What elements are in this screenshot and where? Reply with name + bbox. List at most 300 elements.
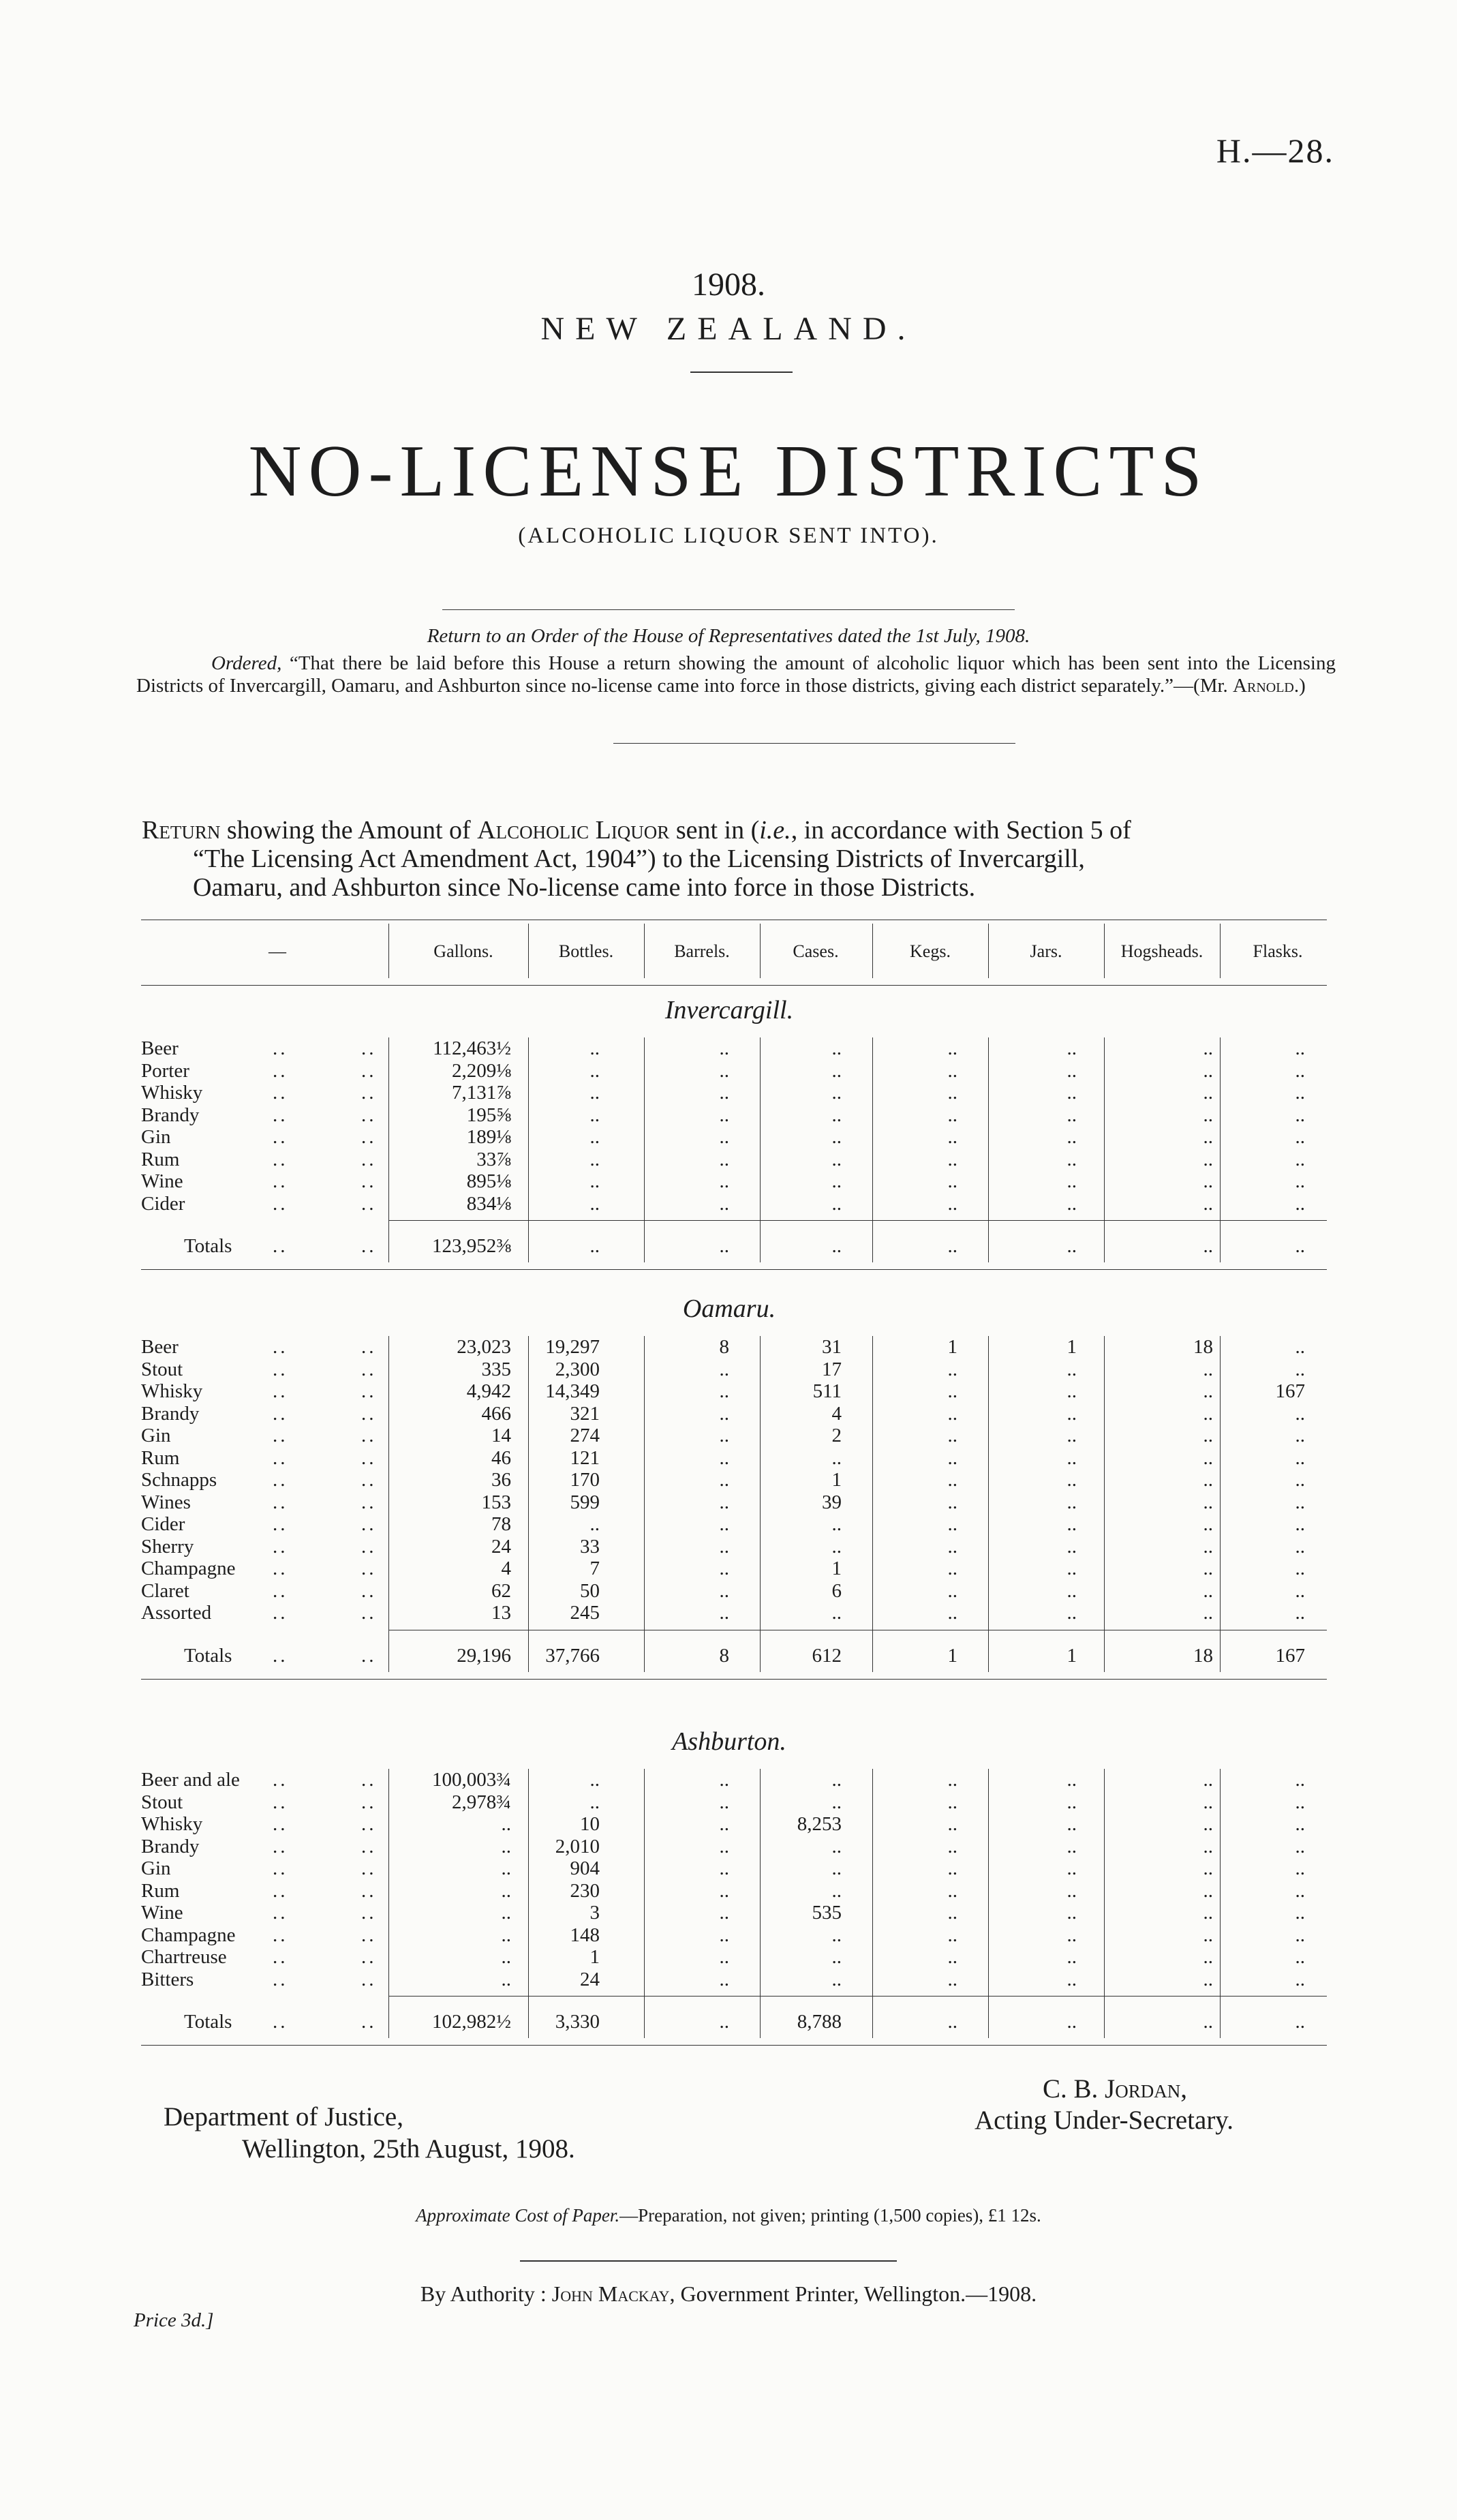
table-cell: ..: [1203, 1835, 1213, 1857]
column-header-stub: —: [269, 941, 286, 961]
table-cell: ..: [719, 1879, 729, 1902]
table-cell: ..: [719, 1380, 729, 1402]
total-cell: 167: [1275, 1644, 1305, 1667]
department: Department of Justice,: [164, 2102, 403, 2131]
table-cell: 50: [580, 1579, 600, 1602]
total-cell: ..: [719, 1235, 729, 1257]
total-cell: 8: [719, 1644, 729, 1667]
table-cell: ..: [1295, 1126, 1305, 1148]
leader-dots: ..: [361, 1446, 377, 1469]
table-cell: 321: [570, 1402, 600, 1425]
totals-label: Totals: [184, 1644, 232, 1667]
district-heading: Ashburton.: [672, 1727, 786, 1756]
column-rule: [388, 1336, 389, 1672]
table-cell: ..: [1295, 1946, 1305, 1968]
table-cell: 335: [481, 1358, 511, 1380]
table-cell: ..: [1203, 1513, 1213, 1535]
table-cell: ..: [1295, 1059, 1305, 1082]
country-heading: NEW ZEALAND.: [540, 311, 917, 347]
totals-label: Totals: [184, 1235, 232, 1257]
table-cell: 511: [812, 1380, 842, 1402]
table-cell: ..: [1203, 1924, 1213, 1946]
table-cell: ..: [589, 1148, 600, 1170]
leader-dots: ..: [361, 1769, 377, 1791]
table-cell: ..: [1067, 1491, 1077, 1513]
leader-dots: ..: [361, 1924, 377, 1946]
table-cell: ..: [1295, 1358, 1305, 1380]
table-cell: ..: [589, 1037, 600, 1059]
table-cell: ..: [1067, 1402, 1077, 1425]
table-cell: ..: [1203, 1469, 1213, 1491]
leader-dots: ..: [273, 1769, 288, 1791]
table-cell: ..: [1295, 1192, 1305, 1215]
item-label: Brandy: [141, 1835, 200, 1857]
leader-dots: ..: [273, 1425, 288, 1446]
total-cell: ..: [1295, 1235, 1305, 1257]
table-cell: ..: [947, 1791, 957, 1813]
column-header: Bottles.: [558, 941, 614, 961]
table-cell: 1: [1067, 1336, 1077, 1358]
leader-dots: ..: [273, 1879, 288, 1902]
total-cell: ..: [1295, 2011, 1305, 2033]
table-cell: ..: [1295, 1469, 1305, 1491]
column-header: Cases.: [793, 941, 839, 961]
leader-dots: ..: [361, 2011, 377, 2033]
table-cell: 1: [947, 1336, 957, 1358]
table-cell: ..: [1203, 1446, 1213, 1469]
return-word: Return: [142, 816, 221, 845]
table-cell: ..: [1067, 1946, 1077, 1968]
leader-dots: ..: [273, 1535, 288, 1558]
table-cell: ..: [501, 1902, 511, 1924]
column-rule: [1220, 1769, 1221, 2038]
table-cell: ..: [831, 1104, 842, 1126]
column-rule: [988, 924, 989, 978]
table-cell: ..: [589, 1126, 600, 1148]
leader-dots: ..: [273, 1579, 288, 1602]
table-cell: ..: [1067, 1192, 1077, 1215]
leader-dots: ..: [273, 1491, 288, 1513]
table-cell: ..: [501, 1835, 511, 1857]
leader-dots: ..: [361, 1558, 377, 1579]
totals-label: Totals: [184, 2011, 232, 2033]
table-cell: ..: [1295, 1491, 1305, 1513]
table-cell: ..: [1067, 1791, 1077, 1813]
table-cell: 31: [822, 1336, 842, 1358]
table-cell: ..: [1067, 1835, 1077, 1857]
leader-dots: ..: [273, 1968, 288, 1990]
table-cell: 4,942: [466, 1380, 511, 1402]
item-label: Champagne: [141, 1558, 236, 1579]
item-label: Rum: [141, 1148, 180, 1170]
table-cell: ..: [1203, 1402, 1213, 1425]
leader-dots: ..: [361, 1126, 377, 1148]
item-label: Claret: [141, 1579, 189, 1602]
district-end-rule: [141, 1679, 1327, 1680]
table-cell: ..: [947, 1126, 957, 1148]
district-end-rule: [141, 2045, 1327, 2046]
leader-dots: ..: [361, 1791, 377, 1813]
table-cell: 1: [589, 1946, 600, 1968]
total-cell: ..: [947, 2011, 957, 2033]
column-rule: [1220, 924, 1221, 978]
column-rule: [644, 924, 645, 978]
table-cell: ..: [1295, 1813, 1305, 1835]
table-cell: ..: [1295, 1879, 1305, 1902]
table-cell: ..: [831, 1148, 842, 1170]
table-cell: 1: [831, 1469, 842, 1491]
column-rule: [644, 1037, 645, 1262]
table-cell: ..: [831, 1535, 842, 1558]
table-cell: ..: [1203, 1769, 1213, 1791]
table-cell: 2,010: [555, 1835, 600, 1857]
table-cell: ..: [719, 1192, 729, 1215]
leader-dots: ..: [361, 1235, 377, 1257]
table-cell: 466: [481, 1402, 511, 1425]
leader-dots: ..: [361, 1082, 377, 1104]
table-cell: ..: [947, 1380, 957, 1402]
column-header: Kegs.: [910, 941, 951, 961]
table-cell: ..: [719, 1558, 729, 1579]
table-cell: ..: [1295, 1104, 1305, 1126]
printer-line: [0, 2281, 1457, 2307]
table-cell: ..: [1203, 1946, 1213, 1968]
item-label: Wine: [141, 1170, 183, 1192]
table-cell: ..: [589, 1513, 600, 1535]
column-rule: [988, 1336, 989, 1672]
table-cell: ..: [1295, 1902, 1305, 1924]
item-label: Rum: [141, 1879, 180, 1902]
leader-dots: ..: [361, 1644, 377, 1667]
year: 1908.: [692, 267, 765, 303]
table-cell: 8: [719, 1336, 729, 1358]
column-rule: [1220, 1336, 1221, 1672]
table-cell: 274: [570, 1425, 600, 1446]
district-end-rule: [141, 1269, 1327, 1270]
column-rule: [644, 1769, 645, 2038]
table-cell: ..: [831, 1835, 842, 1857]
table-cell: ..: [1295, 1082, 1305, 1104]
table-cell: ..: [501, 1879, 511, 1902]
table-cell: ..: [1203, 1192, 1213, 1215]
table-cell: ..: [1295, 1037, 1305, 1059]
table-cell: ..: [831, 1513, 842, 1535]
column-rule: [1220, 1037, 1221, 1262]
table-cell: ..: [1067, 1059, 1077, 1082]
table-cell: ..: [719, 1791, 729, 1813]
table-cell: ..: [501, 1924, 511, 1946]
column-rule: [528, 1336, 529, 1672]
table-cell: ..: [1067, 1148, 1077, 1170]
column-rule: [760, 1336, 761, 1672]
table-cell: ..: [1067, 1769, 1077, 1791]
leader-dots: ..: [273, 1148, 288, 1170]
table-cell: 167: [1275, 1380, 1305, 1402]
column-rule: [1104, 1769, 1105, 2038]
table-cell: ..: [719, 1579, 729, 1602]
table-cell: 100,003¾: [432, 1769, 511, 1791]
totals-rule: [388, 1996, 1327, 1997]
divider: [613, 743, 1015, 744]
table-cell: ..: [1203, 1491, 1213, 1513]
table-cell: ..: [947, 1857, 957, 1879]
leader-dots: ..: [361, 1857, 377, 1879]
return-description: [142, 816, 1341, 902]
signatory-title: Acting Under-Secretary.: [975, 2106, 1234, 2135]
table-cell: 1: [831, 1558, 842, 1579]
table-cell: ..: [719, 1491, 729, 1513]
table-cell: ..: [1295, 1148, 1305, 1170]
leader-dots: ..: [361, 1148, 377, 1170]
table-cell: ..: [1067, 1813, 1077, 1835]
table-cell: ..: [1203, 1558, 1213, 1579]
table-cell: 10: [580, 1813, 600, 1835]
column-rule: [528, 1037, 529, 1262]
ordered-paragraph: [136, 652, 1336, 697]
table-cell: ..: [589, 1170, 600, 1192]
table-cell: 24: [580, 1968, 600, 1990]
column-rule: [872, 924, 873, 978]
table-cell: ..: [1067, 1968, 1077, 1990]
total-cell: 29,196: [457, 1644, 511, 1667]
leader-dots: ..: [273, 1082, 288, 1104]
item-label: Gin: [141, 1857, 171, 1879]
table-cell: 3: [589, 1902, 600, 1924]
total-cell: 37,766: [545, 1644, 600, 1667]
table-cell: ..: [1067, 1535, 1077, 1558]
table-cell: ..: [1295, 1857, 1305, 1879]
column-rule: [1104, 1336, 1105, 1672]
leader-dots: ..: [273, 1791, 288, 1813]
table-cell: ..: [1203, 1104, 1213, 1126]
table-cell: ..: [1203, 1857, 1213, 1879]
item-label: Brandy: [141, 1402, 200, 1425]
table-cell: ..: [589, 1769, 600, 1791]
table-cell: ..: [719, 1358, 729, 1380]
ordered-end: .): [1293, 675, 1306, 697]
total-cell: ..: [831, 1235, 842, 1257]
document-reference: H.—28.: [1216, 132, 1334, 170]
item-label: Wines: [141, 1491, 191, 1513]
table-cell: ..: [947, 1535, 957, 1558]
table-cell: ..: [719, 1126, 729, 1148]
table-cell: ..: [831, 1037, 842, 1059]
item-label: Beer and ale: [141, 1769, 240, 1791]
table-cell: 33⅞: [476, 1148, 511, 1170]
table-cell: ..: [1203, 1425, 1213, 1446]
table-cell: ..: [831, 1602, 842, 1624]
leader-dots: ..: [361, 1513, 377, 1535]
table-cell: ..: [589, 1082, 600, 1104]
divider: [690, 371, 793, 373]
table-cell: ..: [947, 1813, 957, 1835]
table-cell: ..: [719, 1446, 729, 1469]
column-rule: [388, 1769, 389, 2038]
total-cell: ..: [1067, 2011, 1077, 2033]
leader-dots: ..: [361, 1037, 377, 1059]
table-cell: ..: [719, 1170, 729, 1192]
table-cell: ..: [1295, 1602, 1305, 1624]
table-cell: ..: [1295, 1513, 1305, 1535]
column-rule: [760, 1769, 761, 2038]
leader-dots: ..: [273, 1558, 288, 1579]
leader-dots: ..: [273, 2011, 288, 2033]
column-header: Gallons.: [433, 941, 493, 961]
table-cell: 14: [491, 1425, 511, 1446]
leader-dots: ..: [273, 1813, 288, 1835]
table-cell: ..: [831, 1082, 842, 1104]
table-cell: 13: [491, 1602, 511, 1624]
authority-label: By Authority :: [420, 2281, 547, 2306]
cost-label: Approximate Cost of Paper.: [416, 2205, 620, 2226]
table-cell: ..: [1067, 1037, 1077, 1059]
table-cell: ..: [1203, 1059, 1213, 1082]
table-cell: 148: [570, 1924, 600, 1946]
table-cell: ..: [1067, 1358, 1077, 1380]
alcoholic-liquor: Alcoholic Liquor: [477, 816, 670, 845]
table-cell: ..: [719, 1968, 729, 1990]
table-cell: ..: [947, 1358, 957, 1380]
table-cell: ..: [831, 1126, 842, 1148]
leader-dots: ..: [361, 1813, 377, 1835]
table-cell: ..: [1203, 1902, 1213, 1924]
table-cell: 121: [570, 1446, 600, 1469]
table-cell: ..: [831, 1059, 842, 1082]
leader-dots: ..: [273, 1336, 288, 1358]
department-date: Wellington, 25th August, 1908.: [242, 2134, 575, 2164]
table-cell: ..: [501, 1813, 511, 1835]
item-label: Sherry: [141, 1535, 194, 1558]
table-cell: ..: [719, 1037, 729, 1059]
table-cell: ..: [831, 1857, 842, 1879]
intro-text: i.e.: [759, 816, 791, 845]
leader-dots: ..: [273, 1235, 288, 1257]
table-cell: ..: [1295, 1968, 1305, 1990]
table-cell: ..: [1295, 1579, 1305, 1602]
table-cell: ..: [831, 1968, 842, 1990]
total-cell: 123,952⅜: [432, 1235, 511, 1257]
table-cell: 245: [570, 1602, 600, 1624]
page-title: NO-LICENSE DISTRICTS: [248, 431, 1209, 512]
table-cell: ..: [1203, 1879, 1213, 1902]
intro-text: sent in (: [675, 816, 760, 845]
divider: [442, 609, 1015, 610]
column-rule: [528, 924, 529, 978]
leader-dots: ..: [361, 1192, 377, 1215]
table-cell: ..: [1295, 1924, 1305, 1946]
table-cell: 14,349: [545, 1380, 600, 1402]
table-cell: ..: [719, 1835, 729, 1857]
table-cell: 189⅛: [466, 1126, 511, 1148]
table-cell: ..: [947, 1879, 957, 1902]
leader-dots: ..: [273, 1126, 288, 1148]
table-cell: ..: [501, 1968, 511, 1990]
item-label: Porter: [141, 1059, 189, 1082]
item-label: Cider: [141, 1513, 185, 1535]
table-cell: ..: [1203, 1148, 1213, 1170]
table-cell: ..: [719, 1104, 729, 1126]
intro-line-2: “The Licensing Act Amendment Act, 1904”) to the Licensing Districts of Invercargill,: [193, 845, 1085, 873]
item-label: Stout: [141, 1358, 183, 1380]
total-cell: 612: [812, 1644, 842, 1667]
total-cell: 18: [1193, 1644, 1213, 1667]
leader-dots: ..: [273, 1644, 288, 1667]
total-cell: ..: [1067, 1235, 1077, 1257]
item-label: Bitters: [141, 1968, 194, 1990]
table-cell: ..: [1295, 1446, 1305, 1469]
total-cell: ..: [589, 1235, 600, 1257]
totals-rule: [388, 1220, 1327, 1221]
leader-dots: ..: [361, 1968, 377, 1990]
table-cell: 895⅛: [466, 1170, 511, 1192]
table-cell: ..: [1067, 1126, 1077, 1148]
table-cell: ..: [719, 1148, 729, 1170]
table-cell: ..: [947, 1946, 957, 1968]
table-cell: ..: [501, 1946, 511, 1968]
table-cell: ..: [1295, 1835, 1305, 1857]
header-rule: [141, 985, 1327, 986]
table-cell: 6: [831, 1579, 842, 1602]
table-cell: ..: [1067, 1469, 1077, 1491]
intro-text: , in accordance with Section 5 of: [791, 816, 1131, 845]
table-cell: ..: [1067, 1924, 1077, 1946]
item-label: Rum: [141, 1446, 180, 1469]
table-cell: 46: [491, 1446, 511, 1469]
table-cell: ..: [947, 1425, 957, 1446]
table-cell: ..: [1067, 1602, 1077, 1624]
table-cell: 170: [570, 1469, 600, 1491]
price: Price 3d.]: [134, 2309, 214, 2331]
table-cell: ..: [831, 1769, 842, 1791]
table-cell: ..: [1067, 1902, 1077, 1924]
table-cell: ..: [947, 1469, 957, 1491]
table-cell: ..: [1067, 1425, 1077, 1446]
column-header: Hogsheads.: [1120, 941, 1203, 961]
table-cell: ..: [1203, 1380, 1213, 1402]
table-cell: ..: [719, 1469, 729, 1491]
table-cell: 112,463½: [433, 1037, 511, 1059]
leader-dots: ..: [361, 1336, 377, 1358]
item-label: Stout: [141, 1791, 183, 1813]
intro-text: showing the Amount of: [226, 816, 471, 845]
table-cell: ..: [947, 1082, 957, 1104]
leader-dots: ..: [361, 1425, 377, 1446]
table-cell: 834⅛: [466, 1192, 511, 1215]
leader-dots: ..: [361, 1491, 377, 1513]
table-cell: ..: [1067, 1104, 1077, 1126]
table-cell: ..: [947, 1513, 957, 1535]
leader-dots: ..: [273, 1170, 288, 1192]
leader-dots: ..: [273, 1469, 288, 1491]
table-cell: 7: [589, 1558, 600, 1579]
item-label: Whisky: [141, 1380, 203, 1402]
column-rule: [872, 1769, 873, 2038]
table-cell: ..: [947, 1037, 957, 1059]
table-cell: ..: [1067, 1579, 1077, 1602]
table-cell: ..: [719, 1602, 729, 1624]
item-label: Wine: [141, 1902, 183, 1924]
leader-dots: ..: [273, 1946, 288, 1968]
table-cell: ..: [1067, 1857, 1077, 1879]
printer-text: , Government Printer, Wellington.—1908.: [669, 2281, 1037, 2306]
table-cell: ..: [1295, 1558, 1305, 1579]
table-cell: ..: [947, 1602, 957, 1624]
leader-dots: ..: [361, 1059, 377, 1082]
table-cell: ..: [831, 1170, 842, 1192]
column-rule: [988, 1769, 989, 2038]
table-cell: 78: [491, 1513, 511, 1535]
table-cell: ..: [947, 1059, 957, 1082]
